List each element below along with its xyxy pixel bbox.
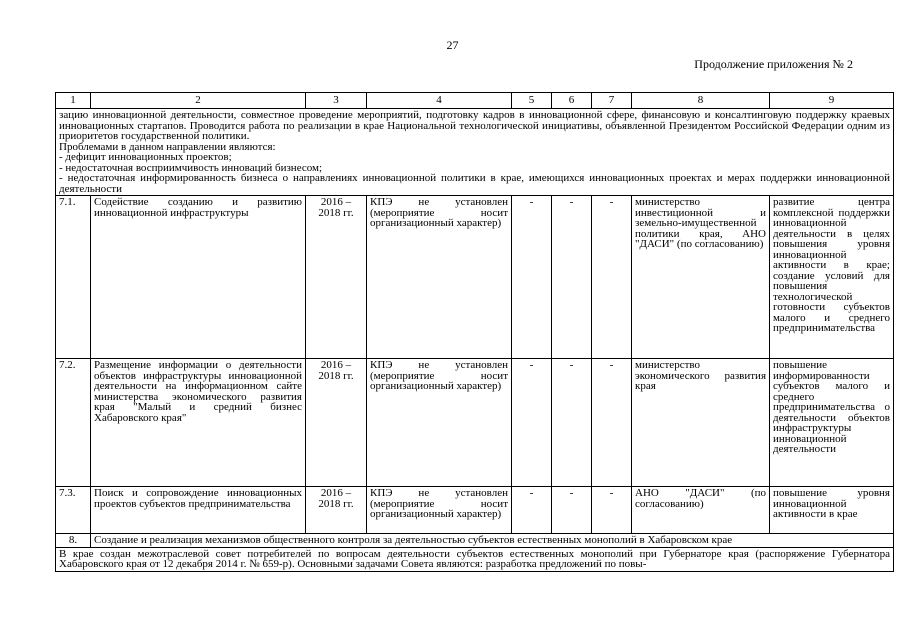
row-kpe: КПЭ не установлен (мероприятие носит организационный характер) xyxy=(367,196,512,359)
problem-item: - недостаточная информированность бизнеса о направлениях инновационной политики в крае, имеющихся инновационных проектах и мерах поддержки инновационной деятельности xyxy=(59,172,890,195)
section-number: 8. xyxy=(56,534,91,548)
section-row xyxy=(56,534,894,548)
row-number: 7.3. xyxy=(56,487,91,534)
row-col6: - xyxy=(552,359,592,487)
row-col5: - xyxy=(512,359,552,487)
row-result: развитие центра комплексной поддержки инновационной деятельности в целях повышения уровня инновационной активности в крае; создание условий для повышения технологической готовности субъектов малого и среднего предпринимательства xyxy=(770,196,894,359)
header-cell: 6 xyxy=(552,93,592,109)
header-cell: 4 xyxy=(367,93,512,109)
row-name: Содействие созданию и развитию инновационной инфраструктуры xyxy=(91,196,306,359)
problem-item: - недостаточная восприимчивость инноваций бизнесом; xyxy=(59,161,323,174)
header-cell: 7 xyxy=(592,93,632,109)
row-executor: АНО "ДАСИ" (по согласованию) xyxy=(632,487,770,534)
row-executor: министерство экономического развития края xyxy=(632,359,770,487)
section-title: Создание и реализация механизмов общественного контроля за деятельностью субъектов естественных монополий в Хабаровском крае xyxy=(91,534,894,548)
header-cell: 9 xyxy=(770,93,894,109)
row-col6: - xyxy=(552,487,592,534)
header-cell: 8 xyxy=(632,93,770,109)
row-name: Поиск и сопровождение инновационных проектов субъектов предпринимательства xyxy=(91,487,306,534)
continuation-label: Продолжение приложения № 2 xyxy=(694,57,853,71)
header-cell: 3 xyxy=(306,93,367,109)
row-number: 7.2. xyxy=(56,359,91,487)
row-col7: - xyxy=(592,487,632,534)
row-period: 2016 – 2018 гг. xyxy=(306,487,367,534)
row-col5: - xyxy=(512,196,552,359)
plan-table xyxy=(55,92,894,572)
row-col7: - xyxy=(592,359,632,487)
page-number: 27 xyxy=(446,38,459,52)
table-row xyxy=(56,196,894,359)
problem-item: - дефицит инновационных проектов; xyxy=(59,151,232,163)
problems-intro: Проблемами в данном направлении являются: xyxy=(59,140,276,153)
row-period: 2016 – 2018 гг. xyxy=(306,359,367,487)
closing-text: В крае создан межотраслевой совет потребителей по вопросам деятельности субъектов естественных монополий при Губернаторе края (распоряжение Губернатора Хабаровского края от 12 декабря 2014 г. № 659-р). Основными задачами Совета являются: разработка предложений по повы- xyxy=(56,547,894,571)
row-executor: министерство инвестиционной и земельно-имущественной политики края, АНО "ДАСИ" (по согласованию) xyxy=(632,196,770,359)
row-kpe: КПЭ не установлен (мероприятие носит организационный характер) xyxy=(367,359,512,487)
row-period: 2016 – 2018 гг. xyxy=(306,196,367,359)
header-cell: 2 xyxy=(91,93,306,109)
row-result: повышение уровня инновационной активности в крае xyxy=(770,487,894,534)
intro-text: зацию инновационной деятельности, совместное проведение мероприятий, подготовку кадров в инновационной сфере, финансовую и консалтинговую поддержку краевых инновационных стартапов. Проводится работа по реализации в крае Национальной технологической инициативы, объявленной Президентом Российской Федерации одним из приоритетов государственной политики. xyxy=(59,109,890,142)
table-row xyxy=(56,487,894,534)
row-name: Размещение информации о деятельности объектов инфраструктуры инновационной деятельности на информационном сайте министерства экономического развития края "Малый и средний бизнес Хабаровского края" xyxy=(91,359,306,487)
table-row xyxy=(56,359,894,487)
intro-cell xyxy=(56,109,894,196)
intro-row xyxy=(56,109,894,196)
row-number: 7.1. xyxy=(56,196,91,359)
row-result: повышение информированности субъектов малого и среднего предпринимательства о деятельности объектов инфраструктуры инновационной деятельности xyxy=(770,359,894,487)
header-row xyxy=(56,93,894,109)
row-col6: - xyxy=(552,196,592,359)
header-cell: 5 xyxy=(512,93,552,109)
row-col7: - xyxy=(592,196,632,359)
closing-row xyxy=(56,547,894,571)
row-kpe: КПЭ не установлен (мероприятие носит организационный характер) xyxy=(367,487,512,534)
header-cell: 1 xyxy=(56,93,91,109)
row-col5: - xyxy=(512,487,552,534)
